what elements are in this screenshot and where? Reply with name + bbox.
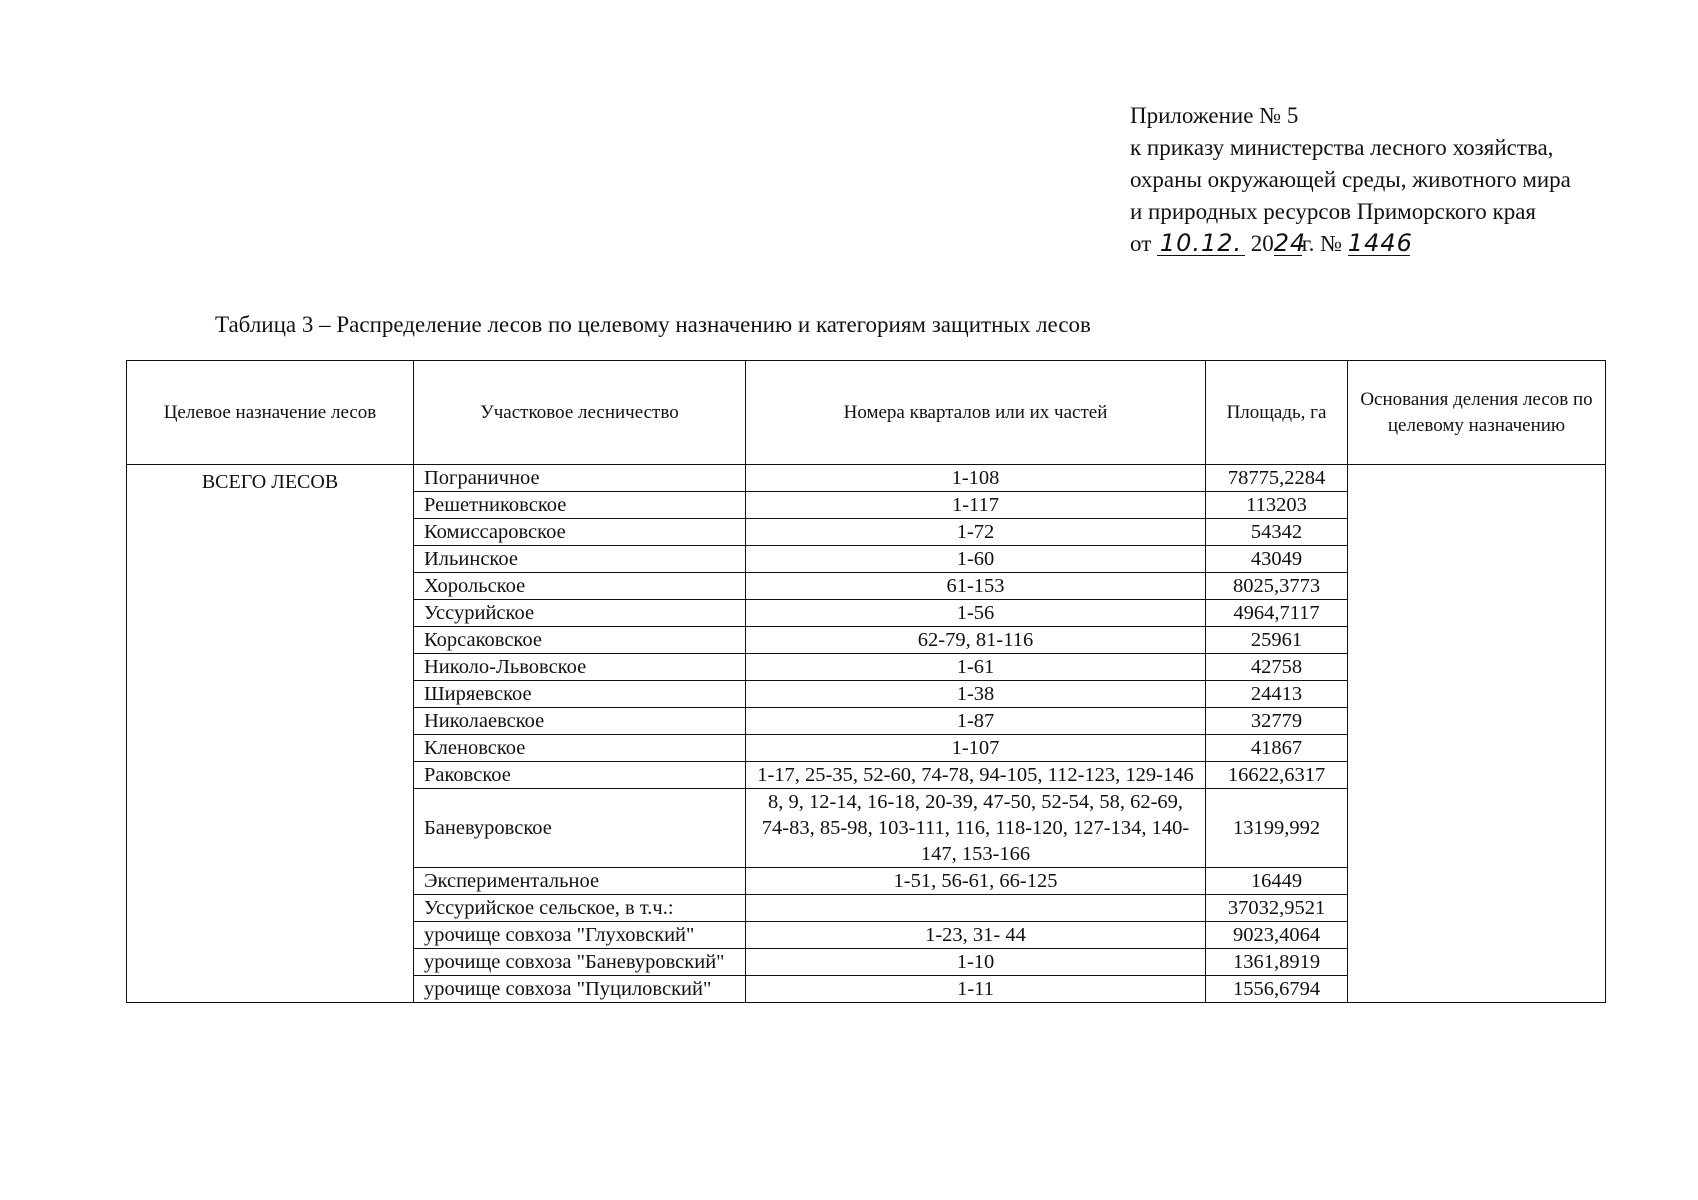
appendix-block bbox=[1130, 100, 1571, 260]
appendix-line-2: к приказу министерства лесного хозяйства, bbox=[1130, 135, 1554, 160]
quarters-cell: 1-108 bbox=[746, 465, 1206, 492]
forestry-cell: Пограничное bbox=[414, 465, 746, 492]
group-label-cell: ВСЕГО ЛЕСОВ bbox=[127, 465, 414, 1003]
area-cell: 54342 bbox=[1206, 519, 1348, 546]
area-cell: 25961 bbox=[1206, 627, 1348, 654]
quarters-cell: 1-17, 25-35, 52-60, 74-78, 94-105, 112-123, 129-146 bbox=[746, 762, 1206, 789]
forest-distribution-table bbox=[126, 360, 1606, 1003]
forestry-cell: Комиссаровское bbox=[414, 519, 746, 546]
forestry-cell: Раковское bbox=[414, 762, 746, 789]
forestry-cell: Решетниковское bbox=[414, 492, 746, 519]
quarters-cell: 1-56 bbox=[746, 600, 1206, 627]
forestry-cell: Корсаковское bbox=[414, 627, 746, 654]
header-basis: Основания деления лесов по целевому назначению bbox=[1348, 361, 1606, 465]
header-purpose: Целевое назначение лесов bbox=[127, 361, 414, 465]
quarters-cell: 1-10 bbox=[746, 949, 1206, 976]
quarters-cell: 8, 9, 12-14, 16-18, 20-39, 47-50, 52-54, 58, 62-69, 74-83, 85-98, 103-111, 116, 118-120, 127-134, 140-147, 153-166 bbox=[746, 789, 1206, 868]
area-cell: 8025,3773 bbox=[1206, 573, 1348, 600]
table-header-row bbox=[127, 361, 1606, 465]
quarters-cell: 1-117 bbox=[746, 492, 1206, 519]
appendix-line-4: и природных ресурсов Приморского края bbox=[1130, 199, 1536, 224]
area-cell: 1556,6794 bbox=[1206, 976, 1348, 1003]
quarters-cell: 1-72 bbox=[746, 519, 1206, 546]
forestry-cell: Уссурийское сельское, в т.ч.: bbox=[414, 895, 746, 922]
quarters-cell: 1-51, 56-61, 66-125 bbox=[746, 868, 1206, 895]
table-title: Таблица 3 – Распределение лесов по целевому назначению и категориям защитных лесов bbox=[215, 312, 1091, 337]
forestry-cell: Ильинское bbox=[414, 546, 746, 573]
quarters-cell bbox=[746, 895, 1206, 922]
quarters-cell: 1-38 bbox=[746, 681, 1206, 708]
forestry-cell: урочище совхоза "Пуциловский" bbox=[414, 976, 746, 1003]
from-prefix: от bbox=[1130, 231, 1152, 256]
area-cell: 113203 bbox=[1206, 492, 1348, 519]
header-forestry: Участковое лесничество bbox=[414, 361, 746, 465]
forestry-cell: Уссурийское bbox=[414, 600, 746, 627]
handwritten-date: 10.12. bbox=[1157, 231, 1245, 256]
area-cell: 1361,8919 bbox=[1206, 949, 1348, 976]
year-prefix: 20 bbox=[1250, 231, 1274, 256]
header-area: Площадь, га bbox=[1206, 361, 1348, 465]
basis-cell bbox=[1348, 465, 1606, 1003]
forestry-cell: Николаевское bbox=[414, 708, 746, 735]
quarters-cell: 1-11 bbox=[746, 976, 1206, 1003]
forestry-cell: Ширяевское bbox=[414, 681, 746, 708]
area-cell: 16622,6317 bbox=[1206, 762, 1348, 789]
area-cell: 13199,992 bbox=[1206, 789, 1348, 868]
quarters-cell: 1-23, 31- 44 bbox=[746, 922, 1206, 949]
quarters-cell: 61-153 bbox=[746, 573, 1206, 600]
forestry-cell: Хорольское bbox=[414, 573, 746, 600]
forestry-cell: Николо-Львовское bbox=[414, 654, 746, 681]
quarters-cell: 1-60 bbox=[746, 546, 1206, 573]
forestry-cell: урочище совхоза "Баневуровский" bbox=[414, 949, 746, 976]
appendix-order-line bbox=[1130, 228, 1571, 260]
area-cell: 43049 bbox=[1206, 546, 1348, 573]
table-body bbox=[127, 465, 1606, 1003]
appendix-line-3: охраны окружающей среды, животного мира bbox=[1130, 167, 1571, 192]
handwritten-order-number: 1446 bbox=[1347, 229, 1413, 257]
quarters-cell: 1-61 bbox=[746, 654, 1206, 681]
forestry-cell: Кленовское bbox=[414, 735, 746, 762]
forestry-cell: урочище совхоза "Глуховский" bbox=[414, 922, 746, 949]
handwritten-year: 24 bbox=[1273, 229, 1307, 257]
quarters-cell: 62-79, 81-116 bbox=[746, 627, 1206, 654]
area-cell: 42758 bbox=[1206, 654, 1348, 681]
area-cell: 4964,7117 bbox=[1206, 600, 1348, 627]
area-cell: 41867 bbox=[1206, 735, 1348, 762]
area-cell: 37032,9521 bbox=[1206, 895, 1348, 922]
area-cell: 32779 bbox=[1206, 708, 1348, 735]
area-cell: 24413 bbox=[1206, 681, 1348, 708]
quarters-cell: 1-87 bbox=[746, 708, 1206, 735]
area-cell: 78775,2284 bbox=[1206, 465, 1348, 492]
header-quarters: Номера кварталов или их частей bbox=[746, 361, 1206, 465]
forest-distribution-table-frame bbox=[126, 360, 1606, 1003]
forestry-cell: Экспериментальное bbox=[414, 868, 746, 895]
forestry-cell: Баневуровское bbox=[414, 789, 746, 868]
table-row bbox=[127, 465, 1606, 492]
quarters-cell: 1-107 bbox=[746, 735, 1206, 762]
area-cell: 16449 bbox=[1206, 868, 1348, 895]
year-suffix: г. № bbox=[1301, 231, 1343, 256]
area-cell: 9023,4064 bbox=[1206, 922, 1348, 949]
appendix-title: Приложение № 5 bbox=[1130, 103, 1299, 128]
